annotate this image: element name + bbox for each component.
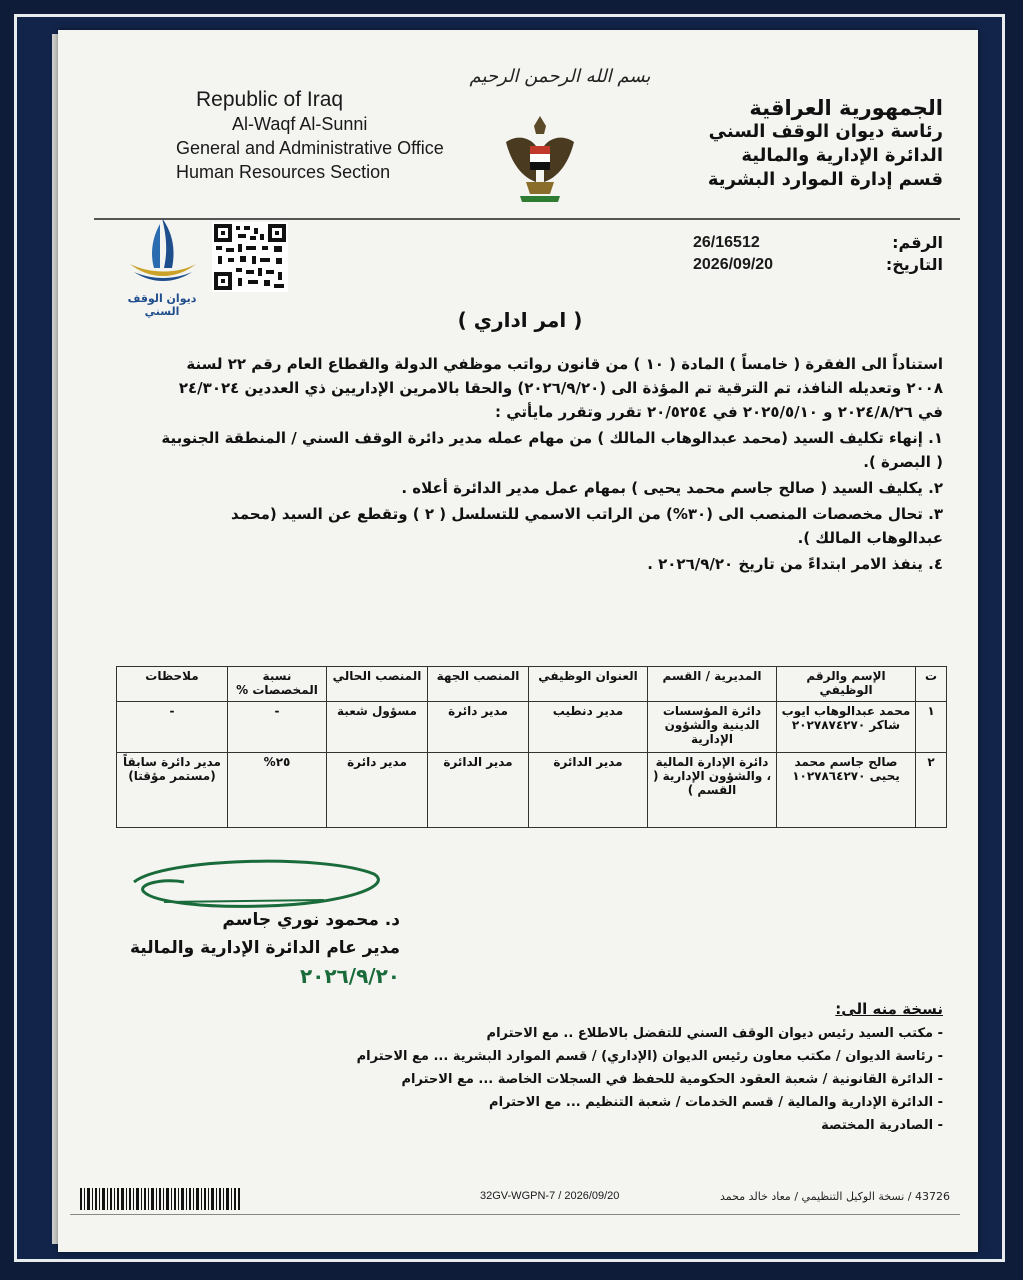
- table-cell: مدير دنطيب: [529, 702, 648, 753]
- table-cell: محمد عبدالوهاب ايوب شاكر ٢٠٢٧٨٧٤٢٧٠: [777, 702, 916, 753]
- table-row: [117, 702, 947, 753]
- table-cell: مدير دائرة: [327, 753, 428, 828]
- footer-code: 32GV-WGPN-7 / 2026/09/20: [480, 1190, 620, 1202]
- order-item: ١. إنهاء تكليف السيد (محمد عبدالوهاب المالك ) من مهام عمله مدير دائرة الوقف السني / المنطقة الجنوبية ( البصرة ).: [161, 429, 943, 471]
- barcode-icon: [80, 1188, 240, 1210]
- header-divider: [94, 218, 960, 220]
- table-header: المنصب الجهة: [428, 667, 529, 702]
- table-header: ت: [916, 667, 947, 702]
- table-cell: ٢: [916, 753, 947, 828]
- reference-block: [693, 232, 943, 276]
- table-header: العنوان الوظيفي: [529, 667, 648, 702]
- order-body: [153, 352, 943, 578]
- bismillah: بسم الله الرحمن الرحيم: [469, 66, 651, 87]
- signatory-name: د. محمود نوري جاسم: [222, 910, 400, 930]
- ref-date-value: 2026/09/20: [693, 256, 774, 273]
- table-cell: مدير دائرة: [428, 702, 529, 753]
- order-item: ٣. تحال مخصصات المنصب الى (٣٠%) من الراتب الاسمي للتسلسل ( ٢ ) وتقطع عن السيد (محمد عبدالوهاب المالك ).: [231, 505, 943, 547]
- table-row: [117, 753, 947, 828]
- table-header: المنصب الحالي: [327, 667, 428, 702]
- table-header: نسبة المخصصات %: [228, 667, 327, 702]
- header-english: [176, 88, 476, 184]
- copy-recipient: - الدائرة القانونية / شعبة العقود الحكومية للحفظ في السجلات الخاصة ... مع الاحترام: [401, 1072, 943, 1087]
- header-ar-line: الدائرة الإدارية والمالية: [741, 145, 943, 166]
- table-cell: دائرة الإدارة المالية ، والشؤون الإدارية ( القسم ): [648, 753, 777, 828]
- header-en-line: General and Administrative Office: [176, 138, 444, 158]
- order-item: ٢. يكليف السيد ( صالح جاسم محمد يحيى ) بمهام عمل مدير الدائرة أعلاه .: [401, 479, 943, 497]
- table-cell: ١: [916, 702, 947, 753]
- copies-list: [343, 1022, 943, 1137]
- ref-date-label: التاريخ:: [885, 255, 943, 274]
- table-cell: -: [228, 702, 327, 753]
- eagle-emblem-icon: [500, 112, 580, 204]
- footer: [480, 1190, 950, 1203]
- order-item: ٤. ينفذ الامر ابتداءً من تاريخ ٢٠٢٦/٩/٢٠ .: [647, 555, 943, 573]
- copy-recipient: - الدائرة الإدارية والمالية / قسم الخدمات / شعبة التنظيم ... مع الاحترام: [489, 1095, 943, 1110]
- header-en-line: Al-Waqf Al-Sunni: [232, 114, 368, 134]
- table-cell: مسؤول شعبة: [327, 702, 428, 753]
- table-header: الإسم والرقم الوظيفي: [777, 667, 916, 702]
- table-cell: مدير الدائرة: [428, 753, 529, 828]
- table-cell: مدير دائرة سابقاً (مستمر مؤقتا): [117, 753, 228, 828]
- header-ar-line: رئاسة ديوان الوقف السني: [708, 121, 943, 142]
- copy-recipient: - الصادرية المختصة: [821, 1118, 943, 1133]
- table-cell: -: [117, 702, 228, 753]
- document-title: ( امر اداري ): [457, 308, 583, 332]
- waqf-logo-icon: [120, 214, 204, 288]
- signature-date: ٢٠٢٦/٩/٢٠: [299, 964, 400, 988]
- header-ar-line: الجمهورية العراقية: [749, 96, 943, 120]
- waqf-logo: [120, 214, 204, 318]
- copies-title: نسخة منه الى:: [835, 1000, 943, 1018]
- signatory-position: مدير عام الدائرة الإدارية والمالية: [130, 938, 400, 958]
- table-cell: ٢٥%: [228, 753, 327, 828]
- logo-caption: ديوان الوقف السني: [127, 292, 197, 318]
- signature-block: [120, 906, 400, 990]
- header-en-line: Human Resources Section: [176, 162, 391, 182]
- copy-recipient: - مكتب السيد رئيس ديوان الوقف السني للتفضل بالاطلاع .. مع الاحترام: [486, 1026, 943, 1041]
- table-header-row: [117, 667, 947, 702]
- qr-code-icon: [212, 222, 288, 292]
- table-header: ملاحظات: [117, 667, 228, 702]
- footer-divider: [70, 1214, 960, 1215]
- table-cell: صالح جاسم محمد يحيى ١٠٢٧٨٦٤٢٧٠: [777, 753, 916, 828]
- header-arabic: [613, 96, 943, 192]
- table-header: المديرية / القسم: [648, 667, 777, 702]
- table-cell: مدير الدائرة: [529, 753, 648, 828]
- header-ar-line: قسم إدارة الموارد البشرية: [707, 169, 943, 190]
- ref-number-value: 26/16512: [693, 234, 760, 251]
- table-cell: دائرة المؤسسات الدينية والشؤون الإدارية: [648, 702, 777, 753]
- staff-table: [116, 666, 947, 828]
- order-intro: استناداً الى الفقرة ( خامساً ) المادة ( ١٠ ) من قانون رواتب موظفي الدولة والقطاع العام رقم ٢٢ لسنة ٢٠٠٨ وتعديله النافذ، تم الترقية تم المؤذة الى (٢٠٢٦/٩/٢٠) والحقا بالامرين الإداريين ذي العددين ٢٤/٣٠٢٤ في ٢٠٢٤/٨/٢٦ و ٢٠٢٥/٥/١٠ في ٢٠/٥٢٥٤ تقرر وتقرر مايأتي :: [178, 355, 943, 421]
- copy-recipient: - رئاسة الديوان / مكتب معاون رئيس الديوان (الإداري) / قسم الموارد البشرية ... مع الاحترام: [356, 1049, 943, 1064]
- header-en-line: Republic of Iraq: [196, 88, 344, 111]
- footer-note: 43726 / نسخة الوكيل التنظيمي / معاد خالد محمد: [719, 1190, 950, 1203]
- ref-number-label: الرقم:: [892, 233, 943, 252]
